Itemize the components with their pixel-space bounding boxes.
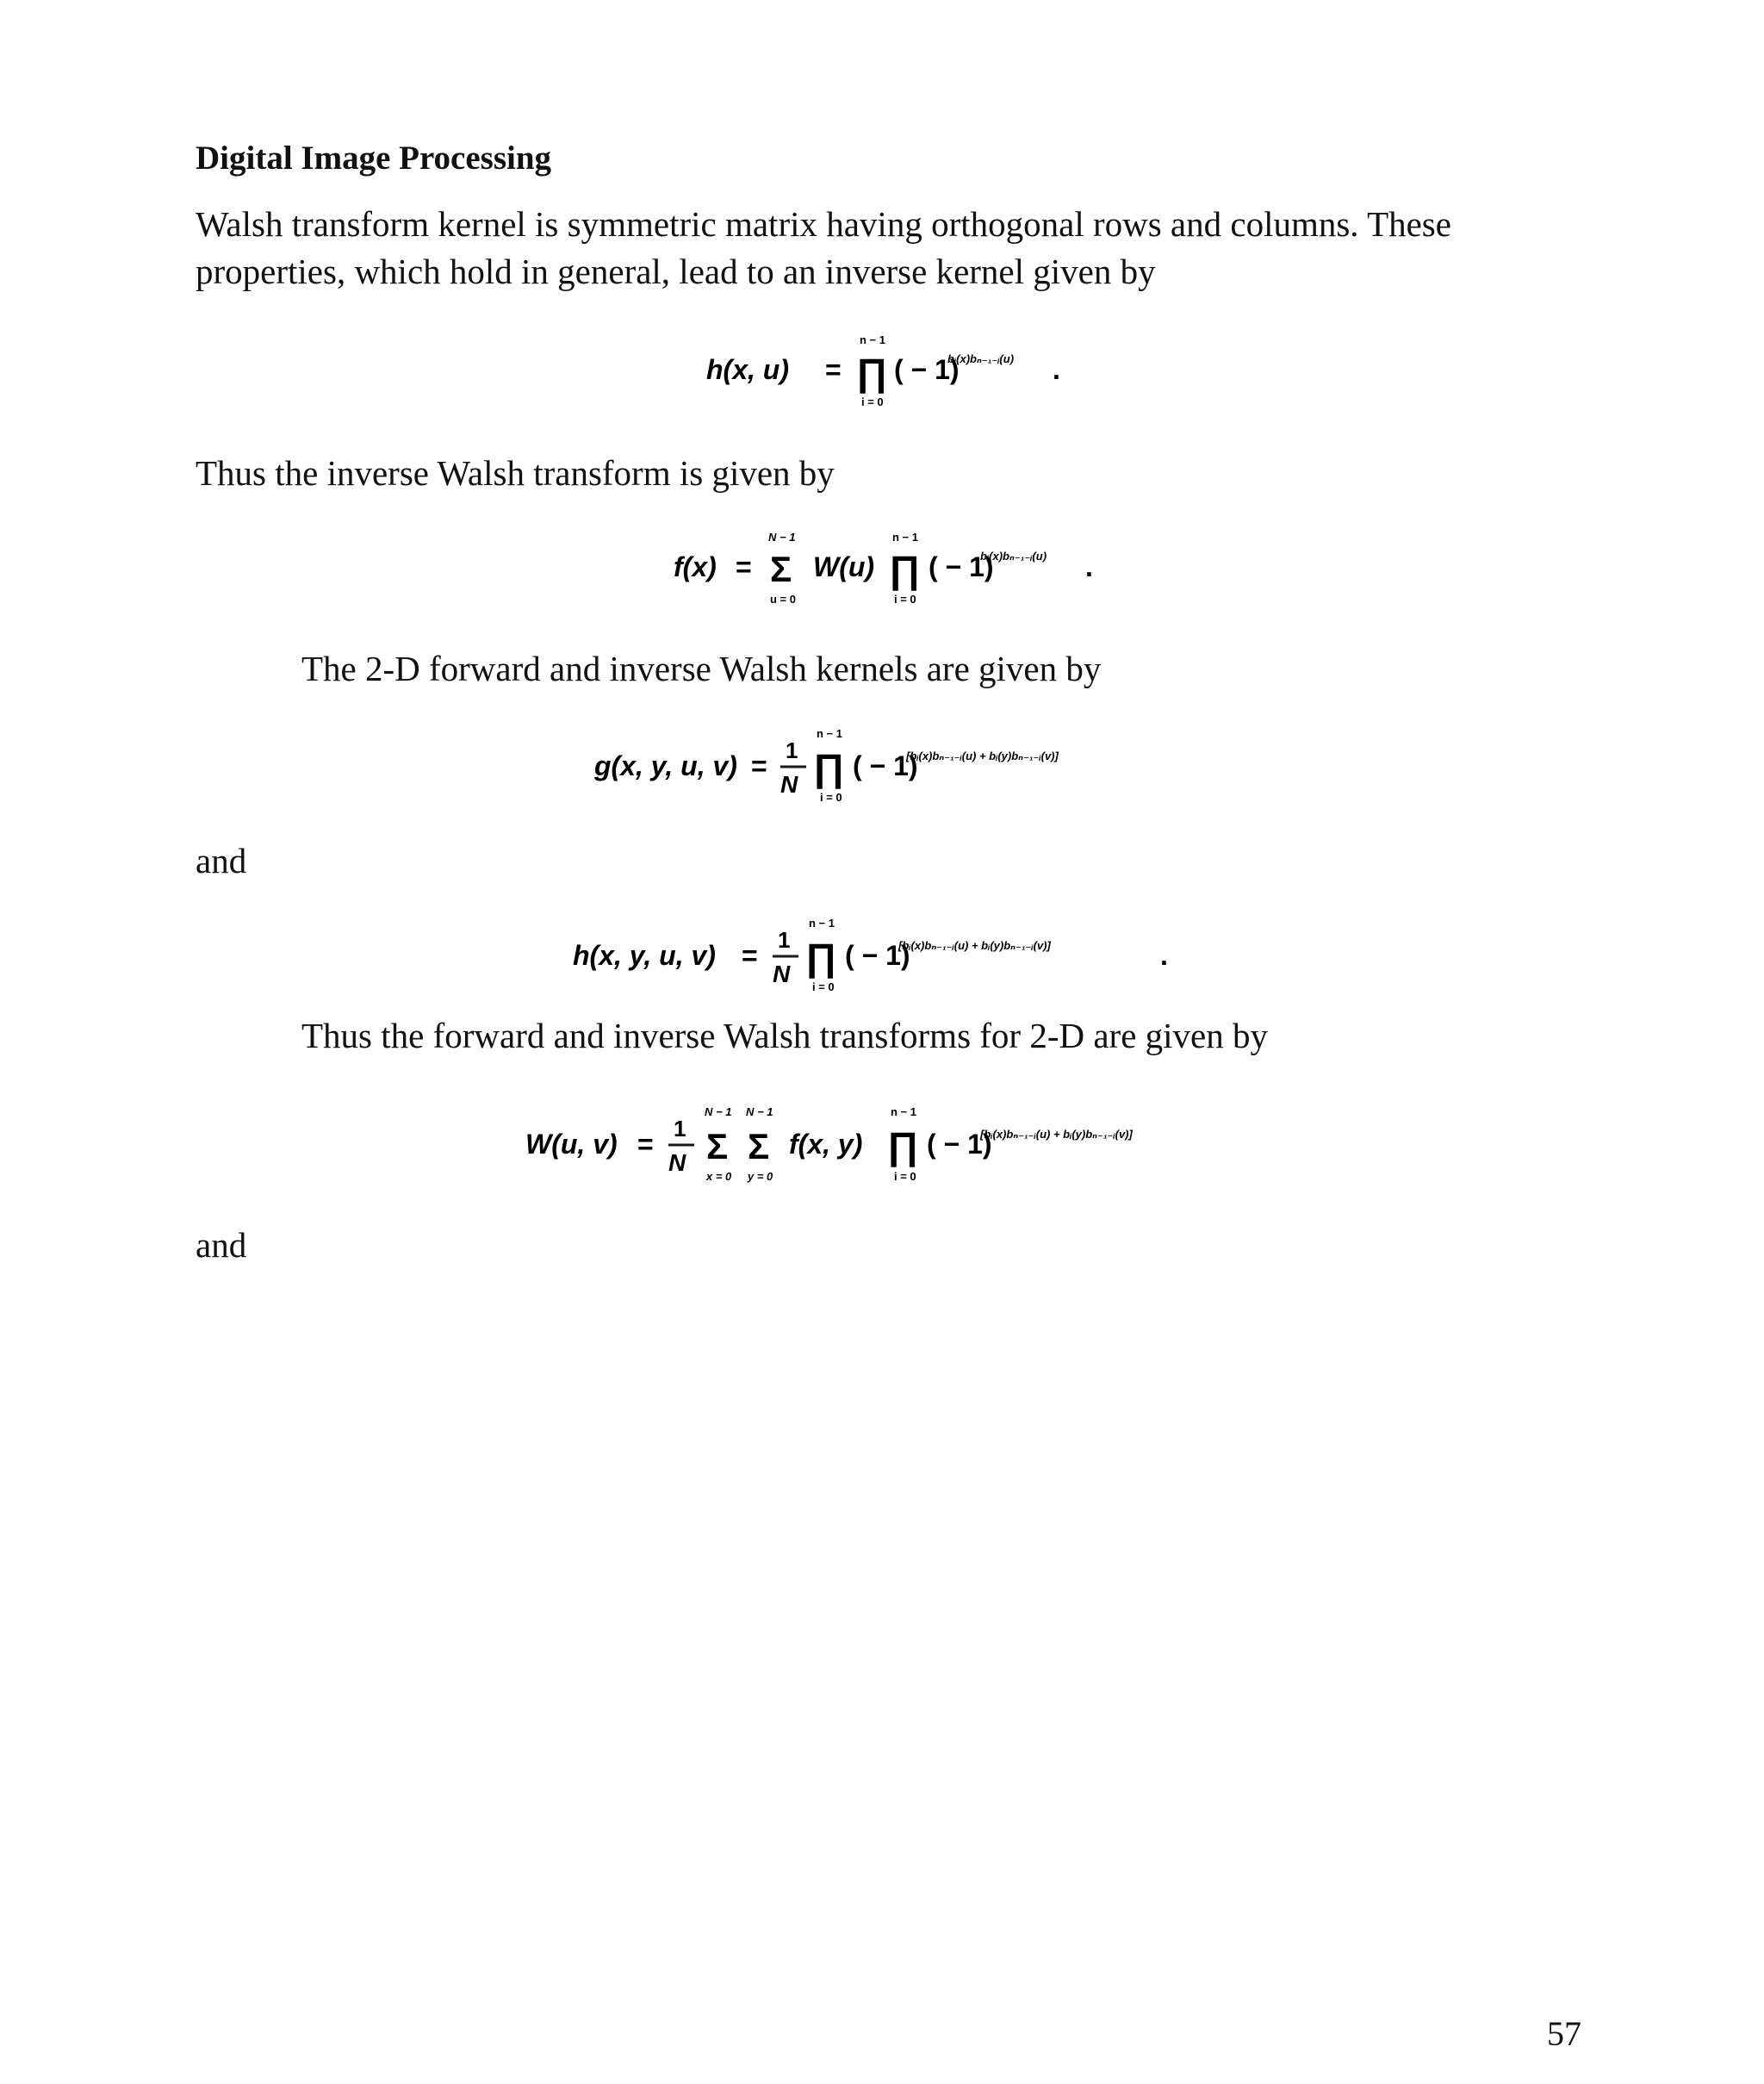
eq-sum2-upper-limit: N − 1 — [746, 1105, 773, 1118]
eq-term: f(x, y) — [789, 1129, 863, 1160]
eq-exponent: bᵢ(x)bₙ₋₁₋ᵢ(u) — [980, 550, 1047, 563]
eq-prod-lower-limit: i = 0 — [894, 593, 916, 606]
equation-forward-2d-kernel — [594, 724, 1197, 806]
eq-exponent: bᵢ(x)bₙ₋₁₋ᵢ(u) — [947, 352, 1015, 365]
eq-prod-lower-limit: i = 0 — [820, 791, 842, 804]
eq-equals: = — [742, 940, 758, 971]
eq-sum1-upper-limit: N − 1 — [705, 1105, 732, 1118]
eq-prod-upper-limit: n − 1 — [817, 727, 842, 740]
equation-inverse-2d-kernel — [573, 911, 1193, 993]
eq-sum2-lower-limit: y = 0 — [748, 1170, 773, 1183]
eq-fraction-numerator: 1 — [786, 737, 798, 763]
eq-exponent: [bᵢ(x)bₙ₋₁₋ᵢ(u) + bᵢ(y)bₙ₋₁₋ᵢ(v)] — [906, 750, 1059, 762]
eq-lhs: g(x, y, u, v) — [594, 750, 737, 781]
eq-equals: = — [825, 354, 842, 385]
eq-prod-lower-limit: i = 0 — [861, 395, 884, 408]
eq-base: ( − 1) — [894, 354, 960, 385]
eq-lhs: W(u, v) — [525, 1129, 618, 1160]
eq-base: ( − 1) — [845, 940, 910, 971]
eq-sum1-lower-limit: x = 0 — [706, 1170, 732, 1183]
equation-forward-2d-walsh-transform — [525, 1100, 1240, 1186]
eq-prod-upper-limit: n − 1 — [891, 1105, 916, 1118]
eq-fraction-denominator: N — [668, 1149, 686, 1176]
product-symbol: ∏ — [887, 1125, 919, 1167]
product-symbol: ∏ — [856, 351, 888, 394]
eq-fraction-numerator: 1 — [778, 927, 791, 953]
eq-equals: = — [751, 750, 767, 781]
equation-inverse-kernel — [706, 332, 1068, 409]
eq-period: . — [1085, 551, 1093, 582]
eq-equals: = — [637, 1129, 654, 1160]
page-number: 57 — [1547, 2014, 1581, 2053]
eq-sum-lower-limit: u = 0 — [770, 593, 796, 606]
sum-symbol: Σ — [706, 1126, 729, 1166]
eq-fraction-numerator: 1 — [674, 1116, 686, 1142]
sum-symbol: Σ — [770, 549, 792, 589]
eq-lhs: h(x, u) — [706, 354, 789, 385]
eq-period: . — [1053, 354, 1060, 385]
eq-base: ( − 1) — [929, 551, 994, 582]
eq-term: W(u) — [813, 551, 875, 582]
paragraph-line: properties, which hold in general, lead to an inverse kernel given by — [196, 252, 1156, 291]
eq-base: ( − 1) — [853, 750, 918, 781]
paragraph-line: Thus the inverse Walsh transform is given by — [196, 453, 835, 493]
paragraph-line: and — [196, 1225, 247, 1265]
eq-fraction-denominator: N — [773, 961, 791, 987]
paragraph-line: Walsh transform kernel is symmetric matrix having orthogonal rows and columns. These — [196, 204, 1451, 244]
eq-base: ( − 1) — [927, 1129, 992, 1160]
eq-prod-upper-limit: n − 1 — [860, 333, 885, 346]
eq-exponent: [bᵢ(x)bₙ₋₁₋ᵢ(u) + bᵢ(y)bₙ₋₁₋ᵢ(v)] — [898, 939, 1051, 952]
paragraph-line: The 2-D forward and inverse Walsh kernels are given by — [301, 649, 1102, 688]
eq-equals: = — [736, 551, 752, 582]
eq-sum-upper-limit: N − 1 — [768, 531, 796, 544]
product-symbol: ∏ — [889, 549, 921, 591]
paragraph-line: and — [196, 841, 247, 880]
eq-lhs: f(x) — [674, 551, 717, 582]
eq-fraction-denominator: N — [780, 771, 798, 798]
eq-prod-upper-limit: n − 1 — [809, 917, 835, 930]
sum-symbol: Σ — [748, 1126, 770, 1166]
equation-inverse-walsh-transform — [674, 527, 1121, 609]
eq-exponent: [bᵢ(x)bₙ₋₁₋ᵢ(u) + bᵢ(y)bₙ₋₁₋ᵢ(v)] — [980, 1128, 1133, 1141]
page-title: Digital Image Processing — [196, 140, 552, 177]
eq-prod-upper-limit: n − 1 — [892, 531, 918, 544]
product-symbol: ∏ — [805, 936, 837, 979]
eq-prod-lower-limit: i = 0 — [812, 980, 835, 993]
paragraph-line: Thus the forward and inverse Walsh transforms for 2-D are given by — [301, 1016, 1268, 1055]
product-symbol: ∏ — [813, 747, 845, 789]
eq-period: . — [1160, 940, 1168, 971]
eq-prod-lower-limit: i = 0 — [894, 1170, 916, 1183]
eq-lhs: h(x, y, u, v) — [573, 940, 716, 971]
